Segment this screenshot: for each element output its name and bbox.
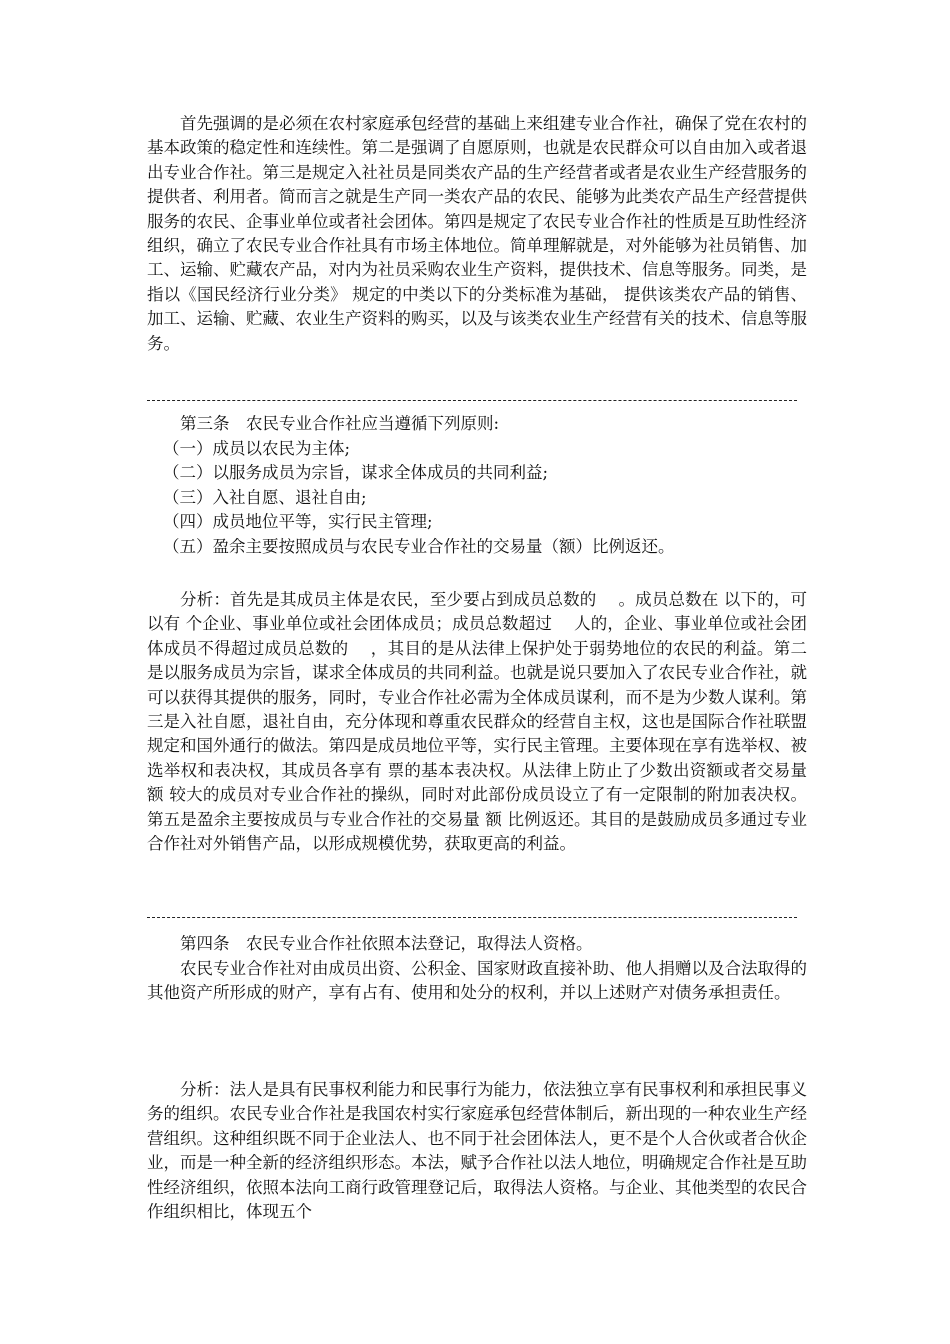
article-3-analysis: 分析：首先是其成员主体是农民，至少要占到成员总数的 。成员总数在 以下的，可以有 个企业、事业单位或社会团体成员；成员总数超过 人的，企业、事业单位或社会团体成员不得超过成员总数的 ，其目的是从法律上保护处于弱势地位的农民的利益。第二是以服务成员为宗旨，谋求全体成员的共同利益。也就是说只要加入了农民专业合作社，就可以获得其提供的服务，同时，专业合作社必需为全体成员谋利，而不是为少数人谋利。第三是入社自愿，退社自由，充分体现和尊重农民群众的经营自主权，这也是国际合作社联盟规定和国外通行的做法。第四是成员地位平等，实行民主管理。主要体现在享有选举权、被选举权和表决权，其成员各享有 票的基本表决权。从法律上防止了少数出资额或者交易量 额 较大的成员对专业合作社的操纵，同时对此部份成员设立了有一定限制的附加表决权。第五是盈余主要按成员与专业合作社的交易量 额 比例返还。其目的是鼓励成员多通过专业合作社对外销售产品，以形成规模优势，获取更高的利益。	[147, 590, 807, 854]
article-3-analysis-section	[147, 588, 807, 856]
article-4-section	[147, 932, 807, 1005]
article-3-item-4: （四）成员地位平等，实行民主管理;	[163, 512, 433, 532]
article-3-item-2: （二）以服务成员为宗旨，谋求全体成员的共同利益;	[163, 463, 549, 483]
article-3-item-5: （五）盈余主要按照成员与农民专业合作社的交易量（额）比例返还。	[163, 536, 675, 556]
article-4-body: 农民专业合作社对由成员出资、公积金、国家财政直接补助、他人捐赠以及合法取得的其他资产所形成的财产，享有占有、使用和处分的权利，并以上述财产对债务承担责任。	[147, 958, 807, 1002]
section-divider-1	[147, 400, 797, 401]
article-4-title: 第四条 农民专业合作社依照本法登记，取得法人资格。	[180, 934, 593, 953]
section-divider-2	[147, 917, 797, 918]
article-3-item-1: （一）成员以农民为主体;	[163, 438, 351, 458]
article-3-title: 第三条 农民专业合作社应当遵循下列原则:	[180, 414, 500, 433]
article-4-analysis: 分析：法人是具有民事权利能力和民事行为能力，依法独立享有民事权利和承担民事义务的组织。农民专业合作社是我国农村实行家庭承包经营体制后，新出现的一种农业生产经营组织。这种组织既不同于企业法人、也不同于社会团体法人，更不是个人合伙或者合伙企业，而是一种全新的经济组织形态。本法，赋予合作社以法人地位，明确规定合作社是互助性经济组织，依照本法向工商行政管理登记后，取得法人资格。与企业、其他类型的农民合作组织相比，体现五个	[147, 1080, 807, 1222]
article-3-item-3: （三）入社自愿、退社自由;	[163, 487, 367, 507]
article-3-section	[147, 412, 807, 560]
intro-section	[147, 112, 807, 356]
intro-paragraph: 首先强调的是必须在农村家庭承包经营的基础上来组建专业合作社，确保了党在农村的基本政策的稳定性和连续性。第二是强调了自愿原则，也就是农民群众可以自由加入或者退出专业合作社。第三是规定入社社员是同类农产品的生产经营者或者是农业生产经营服务的提供者、利用者。简而言之就是生产同一类农产品的农民、能够为此类农产品生产经营提供服务的农民、企事业单位或者社会团体。第四是规定了农民专业合作社的性质是互助性经济组织，确立了农民专业合作社具有市场主体地位。简单理解就是，对外能够为社员销售、加工、运输、贮藏农产品，对内为社员采购农业生产资料，提供技术、信息等服务。同类，是指以《国民经济行业分类》 规定的中类以下的分类标准为基础， 提供该类农产品的销售、加工、运输、贮藏、农业生产资料的购买，以及与该类农业生产经营有关的技术、信息等服务。	[147, 114, 807, 353]
article-4-analysis-section	[147, 1078, 807, 1224]
